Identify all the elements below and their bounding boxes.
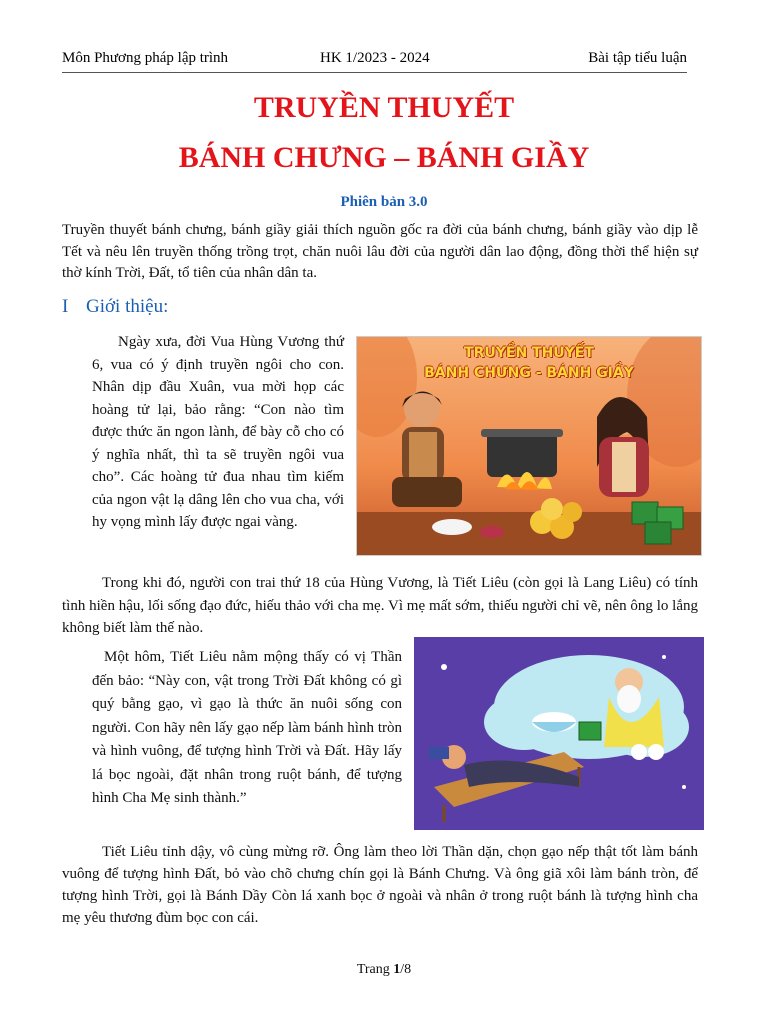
illustration-dream-scene bbox=[414, 637, 704, 830]
page-footer bbox=[0, 962, 768, 978]
section-title: Giới thiệu: bbox=[86, 296, 169, 317]
illustration-2-art bbox=[414, 637, 704, 830]
paragraph-4: Tiết Liêu tỉnh dậy, vô cùng mừng rỡ. Ông làm theo lời Thần dặn, chọn gạo nếp thật tốt làm bánh vuông để tượng hình Đất, bỏ vào chõ chưng chín gọi là Bánh Chưng. Và ông giã xôi làm bánh tròn, để tượng hình Trời, gọi là Bánh Dầy Còn lá xanh bọc ở ngoài và nhân ở trong ruột bánh là tượng hình cha mẹ yêu thương đùm bọc con cái. bbox=[62, 844, 698, 926]
header-doc-type: Bài tập tiểu luận bbox=[588, 50, 687, 66]
illustration-1-caption-line-2: BÁNH CHƯNG - BÁNH GIẦY bbox=[424, 365, 634, 381]
title-line-1: TRUYỀN THUYẾT bbox=[253, 91, 515, 124]
footer-prefix: Trang bbox=[356, 962, 394, 977]
footer-total: /8 bbox=[400, 962, 412, 977]
page-header bbox=[62, 46, 687, 73]
paragraph-3-text: Một hôm, Tiết Liêu nằm mộng thấy có vị Thần đến bảo: “Này con, vật trong Trời Đất không có gì quý bằng gạo, vì gạo là thức ăn nuôi sống con người. Con hãy nên lấy gạo nếp làm bánh hình tròn và hình vuông, để tượng hình Trời và Đất. Hãy lấy lá bọc ngoài, đặt nhân trong ruột bánh, để tượng hình Cha Mẹ sinh thành.” bbox=[92, 649, 402, 806]
section-number: I bbox=[62, 296, 69, 317]
paragraph-1: Ngày xưa, đời Vua Hùng Vương thứ 6, vua có ý định truyền ngôi cho con. Nhân dịp đầu Xuân, vua mời họp các hoàng tử lại, bảo rằng: “Con nào tìm được thức ăn ngon lành, để bày cỗ cho có ý nghĩa nhất, thì ta sẽ truyền ngôi vua cho”. Các hoàng tử đua nhau tìm kiếm của ngon vật lạ dâng lên cho vua cha, với hy vọng mình lấy được ngai vàng. bbox=[92, 334, 344, 530]
header-course: Môn Phương pháp lập trình bbox=[62, 50, 229, 66]
illustration-1-caption-line-1: TRUYỀN THUYẾT bbox=[464, 345, 594, 361]
intro-paragraph: Truyền thuyết bánh chưng, bánh giầy giải thích nguồn gốc ra đời của bánh chưng, bánh giầy vào dịp lễ Tết và nêu lên truyền thống trồng trọt, chăn nuôi lâu đời của người dân lao động, đồng thời thể hiện sự thờ kính Trời, Đất, tổ tiên của nhân dân ta. bbox=[62, 222, 698, 281]
section-heading bbox=[62, 296, 168, 318]
version-label: Phiên bản 3.0 bbox=[340, 194, 428, 210]
illustration-banh-chung-story bbox=[356, 336, 702, 556]
paragraph-2: Trong khi đó, người con trai thứ 18 của Hùng Vương, là Tiết Liêu (còn gọi là Lang Liêu) có tính tình hiền hậu, lối sống đạo đức, hiếu thảo với cha mẹ. Vì mẹ mất sớm, thiếu người chỉ vẽ, nên ông lo lắng không biết làm thế nào. bbox=[62, 575, 698, 636]
footer-page-number: 1 bbox=[393, 962, 401, 977]
title-line-2: BÁNH CHƯNG – BÁNH GIẦY bbox=[178, 141, 590, 174]
paragraph-3 bbox=[92, 646, 402, 811]
header-term: HK 1/2023 - 2024 bbox=[320, 50, 430, 66]
